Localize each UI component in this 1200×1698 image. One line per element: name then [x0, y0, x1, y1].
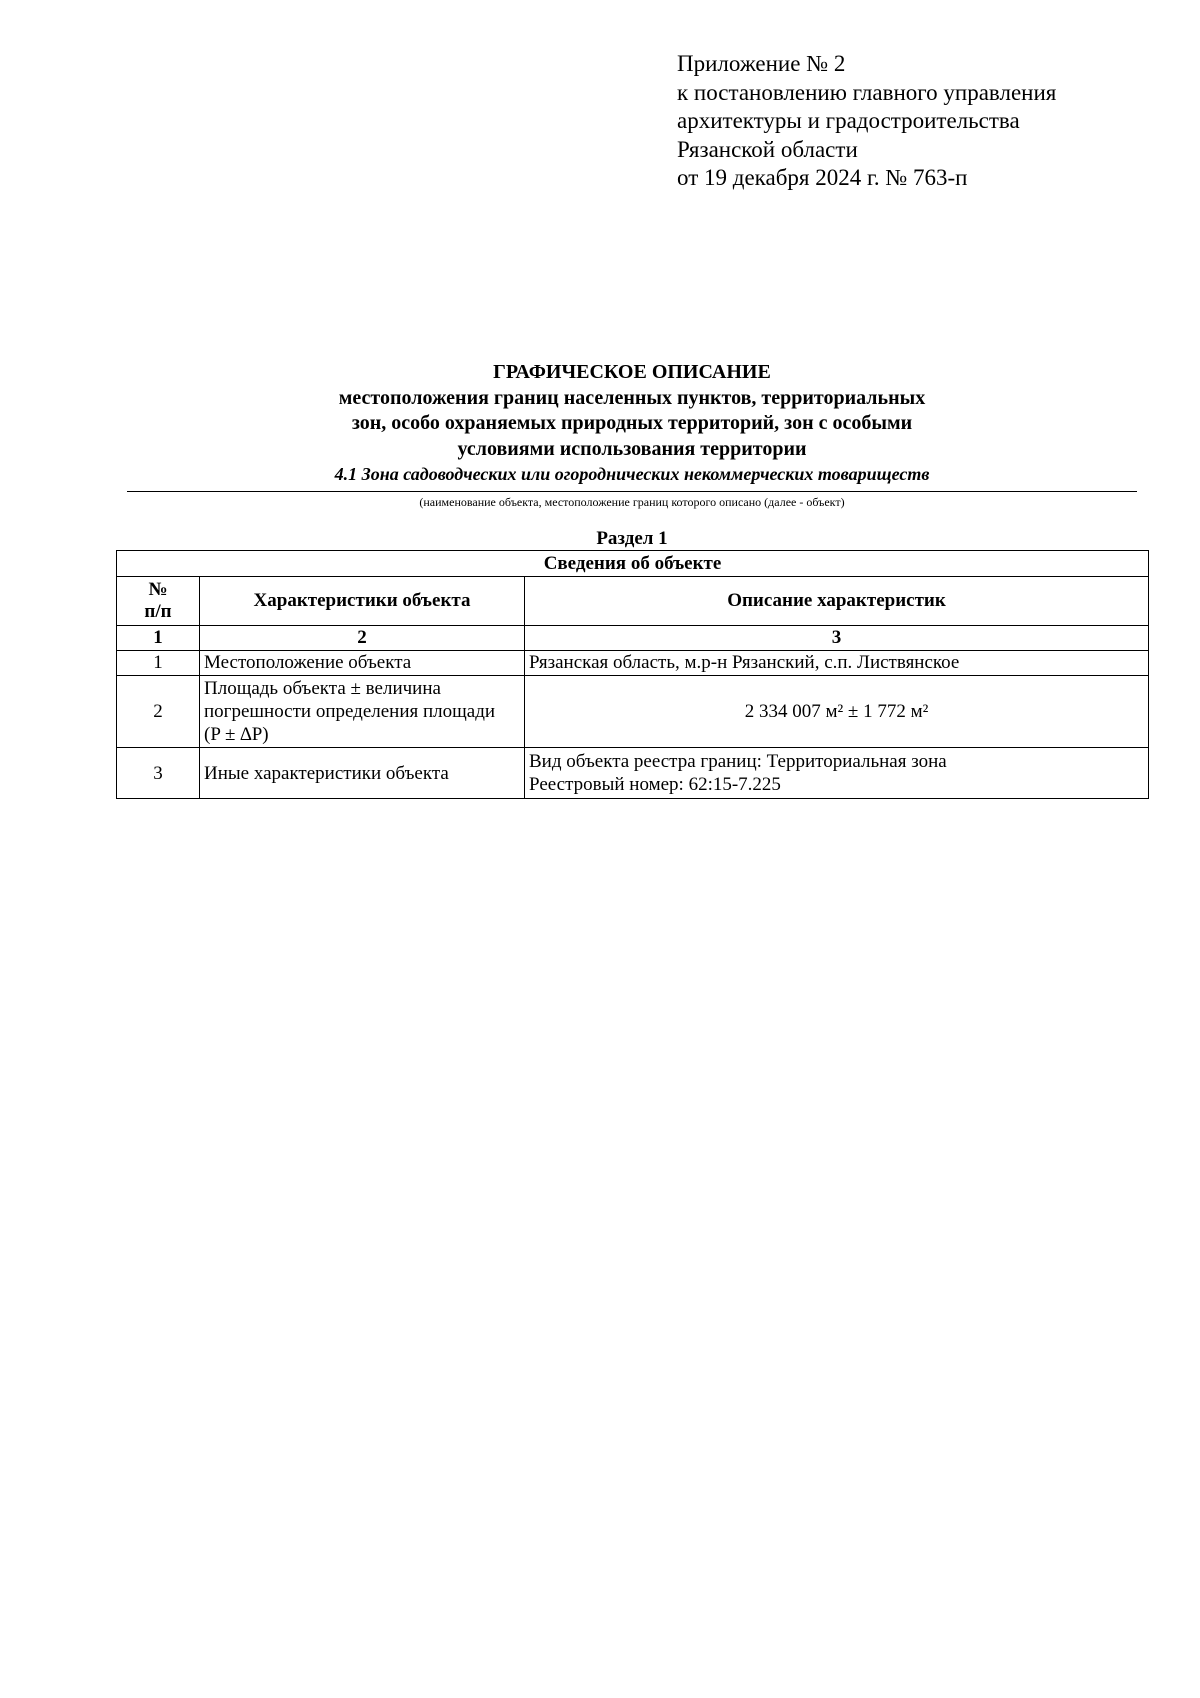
row-number: 3 [117, 748, 200, 799]
row-characteristic [200, 651, 525, 676]
table-caption-row [117, 551, 1149, 577]
row-characteristic [200, 748, 525, 799]
document-subtitle-line: условиями использования территории [457, 437, 807, 460]
object-name: 4.1 Зона садоводческих или огороднических некоммерческих товариществ [334, 464, 930, 484]
appendix-block [677, 50, 1056, 193]
column-number: 1 [117, 626, 200, 651]
object-name-underline [127, 491, 1137, 492]
row-characteristic [200, 676, 525, 748]
appendix-line: архитектуры и градостроительства [677, 108, 1020, 133]
row-characteristic-line: (P ± ∆P) [204, 724, 269, 745]
row-number: 2 [117, 676, 200, 748]
row-characteristic-line: Иные характеристики объекта [204, 762, 449, 784]
document-heading [127, 360, 1137, 486]
document-title: ГРАФИЧЕСКОЕ ОПИСАНИЕ [493, 361, 771, 383]
row-description [525, 676, 1149, 748]
column-header-description: Описание характеристик [525, 577, 1149, 626]
column-header-num-line: п/п [144, 601, 172, 622]
column-number: 3 [525, 626, 1149, 651]
row-characteristic-line: Площадь объекта ± величина [204, 678, 441, 699]
row-description [525, 748, 1149, 799]
appendix-line: Рязанской области [677, 136, 858, 162]
object-caption: (наименование объекта, местоположение границ которого описано (далее - объект) [419, 495, 845, 509]
document-subtitle-line: местоположения границ населенных пунктов, территориальных [338, 386, 926, 409]
row-description-line: Вид объекта реестра границ: Территориальная зона [529, 751, 947, 772]
row-number: 1 [117, 651, 200, 676]
table-header-row [117, 577, 1149, 626]
appendix-line: Приложение № 2 [677, 51, 846, 76]
row-description-line: Реестровый номер: 62:15-7.225 [529, 774, 781, 795]
column-number-row [117, 626, 1149, 651]
table-caption: Сведения об объекте [117, 551, 1149, 577]
document-subtitle-line: зон, особо охраняемых природных территорий, зон с особыми [351, 412, 913, 434]
row-description [525, 651, 1149, 676]
table-row [117, 748, 1149, 799]
row-description-line: Рязанская область, м.р-н Рязанский, с.п. Листвянское [529, 652, 960, 673]
appendix-line: к постановлению главного управления [677, 79, 1057, 105]
column-header-characteristic: Характеристики объекта [200, 577, 525, 626]
row-characteristic-line: погрешности определения площади [204, 701, 496, 722]
object-info-table [116, 550, 1149, 799]
table-row [117, 651, 1149, 676]
column-header-num-line: № [148, 579, 168, 600]
column-header-num [117, 577, 200, 626]
column-number: 2 [200, 626, 525, 651]
table-row [117, 676, 1149, 748]
row-description-line: 2 334 007 м² ± 1 772 м² [744, 701, 929, 722]
appendix-line: от 19 декабря 2024 г. № 763-п [677, 165, 968, 190]
row-characteristic-line: Местоположение объекта [204, 652, 412, 673]
section-title: Раздел 1 [596, 528, 668, 549]
